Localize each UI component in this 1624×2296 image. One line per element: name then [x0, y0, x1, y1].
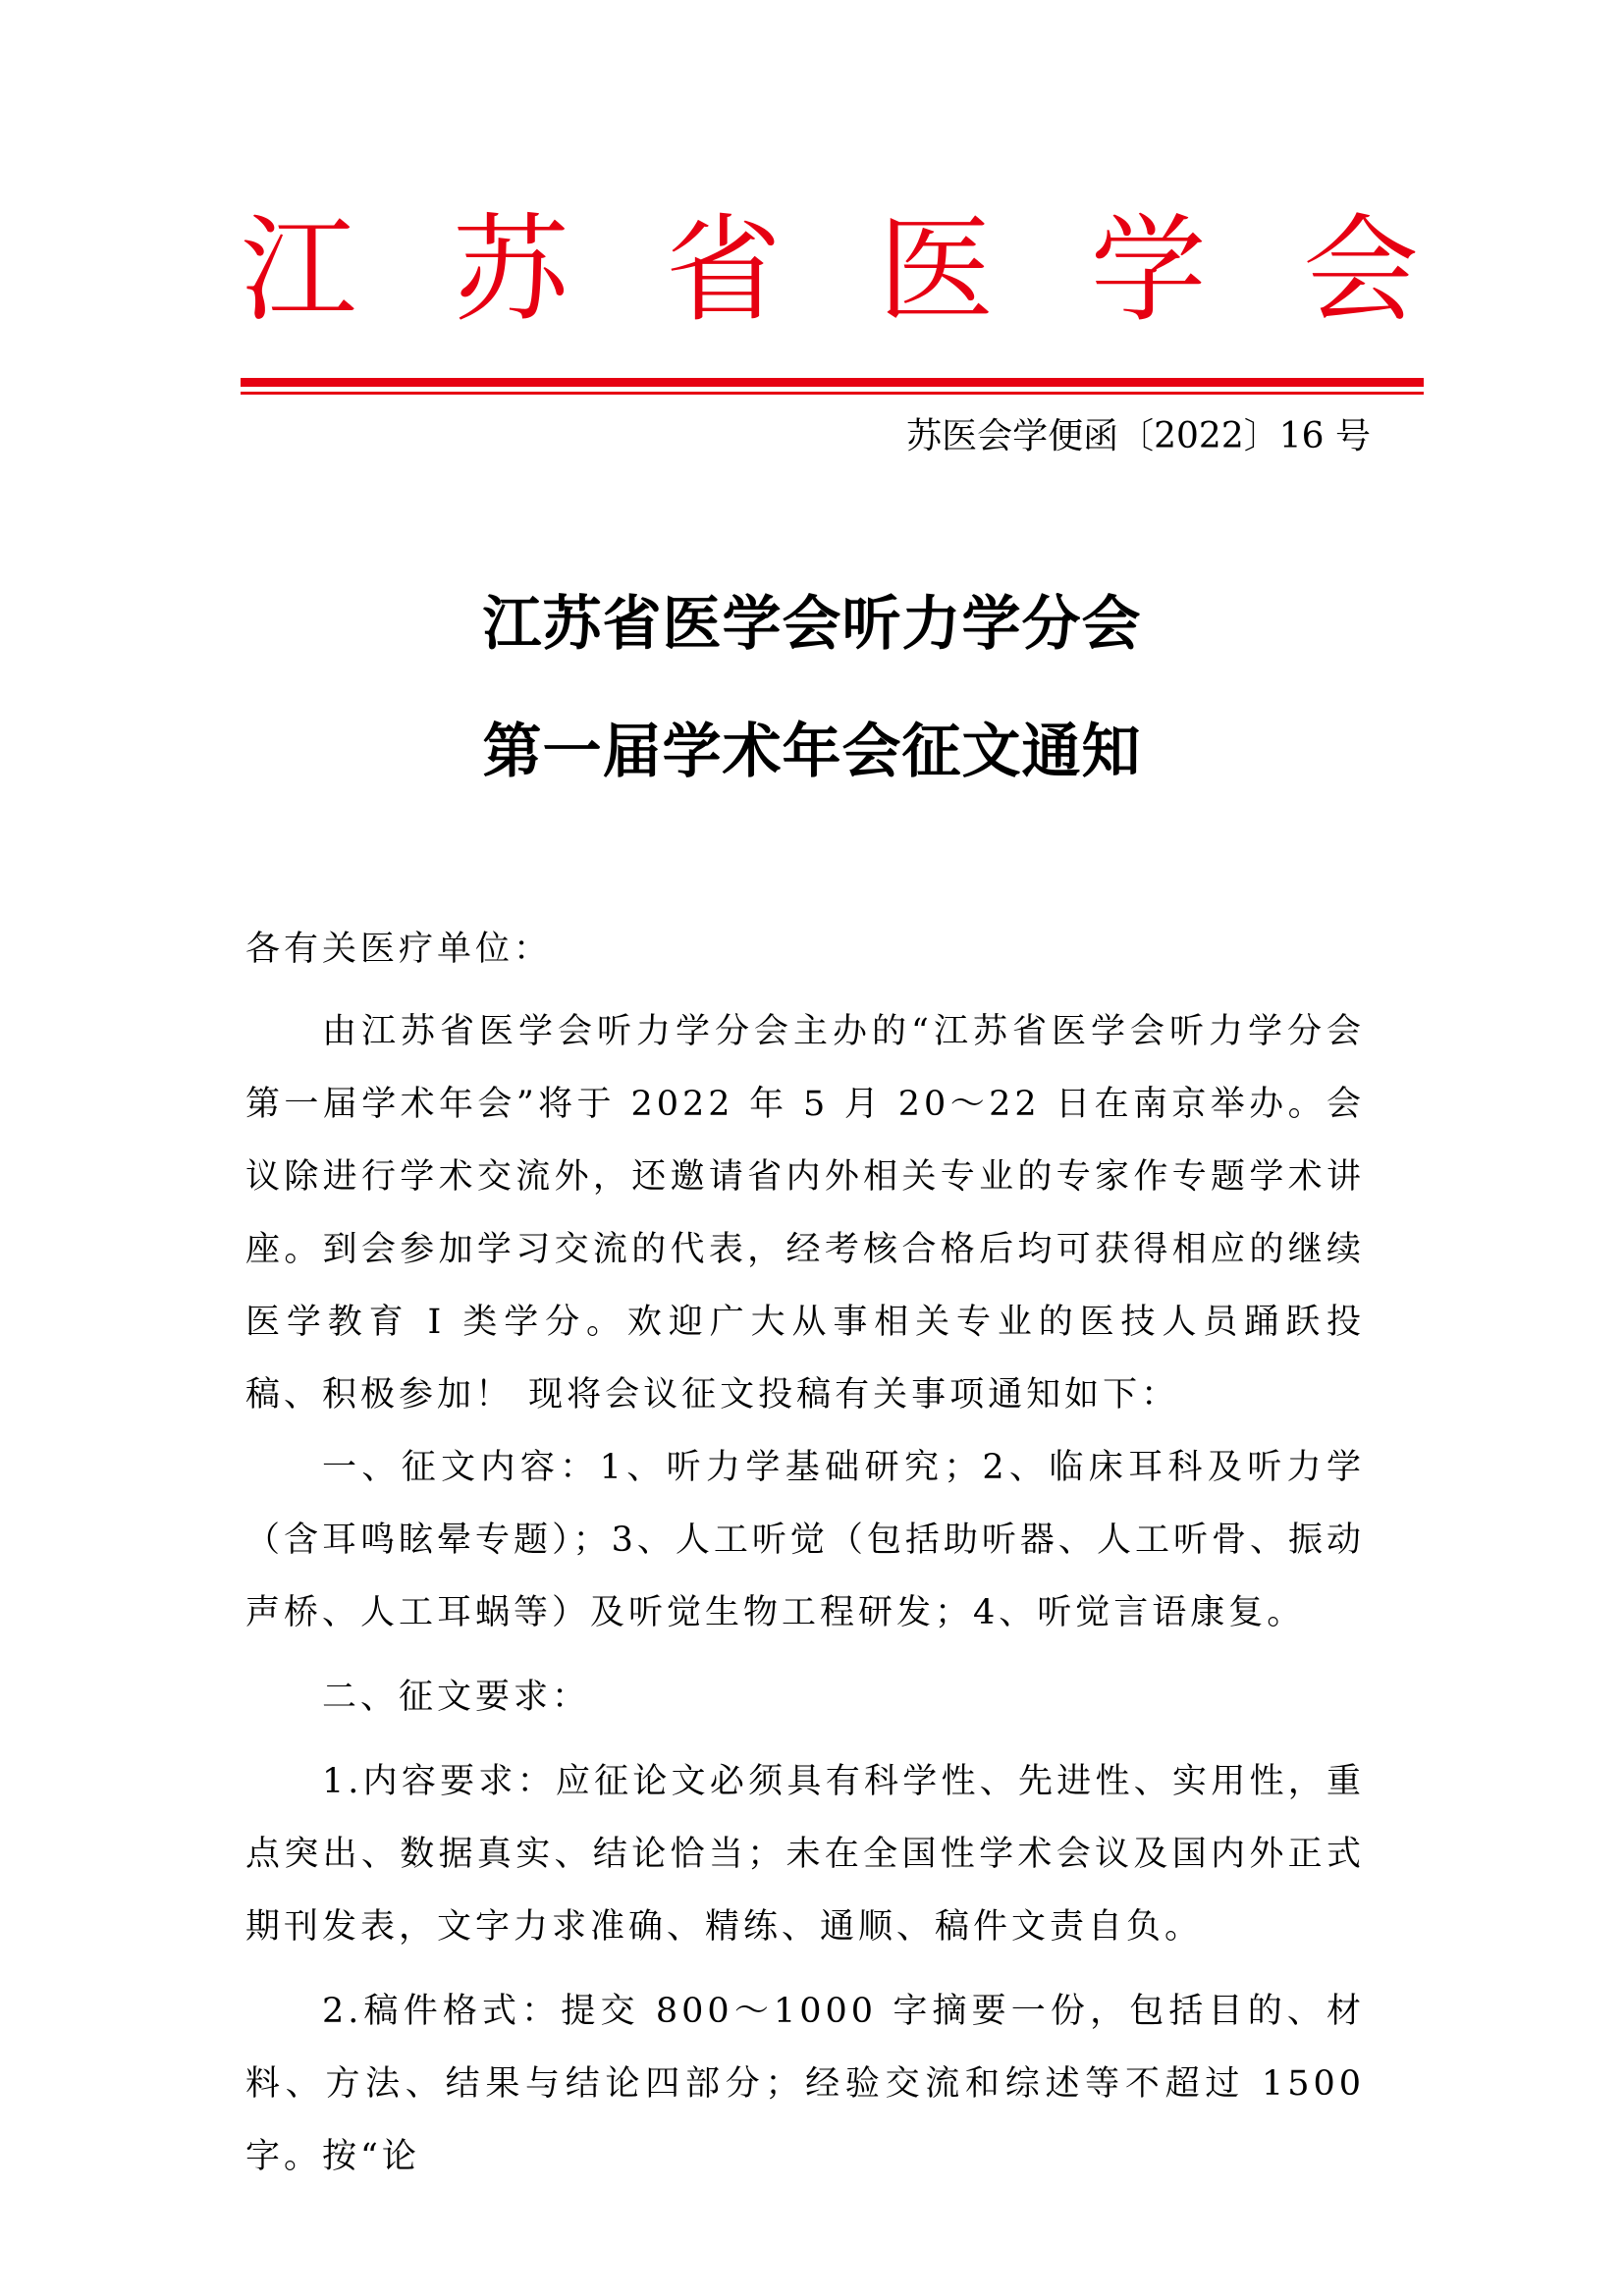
letterhead-char: 医 [878, 202, 995, 338]
section-1-paragraph: 一、征文内容：1、听力学基础研究；2、临床耳科及听力学（含耳鸣眩晕专题）；3、人工听觉（包括助听器、人工听骨、振动声桥、人工耳蜗等）及听觉生物工程研发；4、听觉言语康复。 [245, 1448, 1365, 1632]
letterhead-char: 学 [1090, 202, 1207, 338]
document-number: 苏医会学便函〔2022〕16 号 [906, 416, 1371, 456]
letterhead-divider-thin [241, 392, 1424, 395]
letterhead-char: 苏 [453, 202, 569, 338]
intro-paragraph: 由江苏省医学会听力学分会主办的“江苏省医学会听力学分会第一届学术年会”将于 2022 年 5 月 20～22 日在南京举办。会议除进行学术交流外，还邀请省内外相关专业的专家作专题学术讲座。到会参加学习交流的代表，经考核合格后均可获得相应的继续医学教育 I 类学分。欢迎广大从事相关专业的医技人员踊跃投稿、积极参加！ 现将会议征文投稿有关事项通知如下： [245, 1012, 1365, 1415]
salutation: 各有关医疗单位： [245, 930, 553, 969]
letterhead-char: 省 [665, 202, 782, 338]
requirement-1-paragraph: 1.内容要求：应征论文必须具有科学性、先进性、实用性，重点突出、数据真实、结论恰当；未在全国性学术会议及国内外正式期刊发表，文字力求准确、精练、通顺、稿件文责自负。 [245, 1762, 1365, 1947]
document-title-line-1: 江苏省医学会听力学分会 [482, 590, 1142, 659]
document-body [245, 913, 1365, 2193]
section-2-heading: 二、征文要求： [322, 1678, 591, 1717]
letterhead-divider-thick [241, 378, 1424, 387]
requirement-2-paragraph: 2.稿件格式：提交 800～1000 字摘要一份，包括目的、材料、方法、结果与结论四部分；经验交流和综述等不超过 1500 字。按“论 [245, 1992, 1365, 2176]
org-letterhead [241, 201, 1419, 339]
document-title-line-2: 第一届学术年会征文通知 [482, 718, 1142, 786]
letterhead-char: 会 [1302, 202, 1419, 338]
letterhead-char: 江 [241, 202, 357, 338]
